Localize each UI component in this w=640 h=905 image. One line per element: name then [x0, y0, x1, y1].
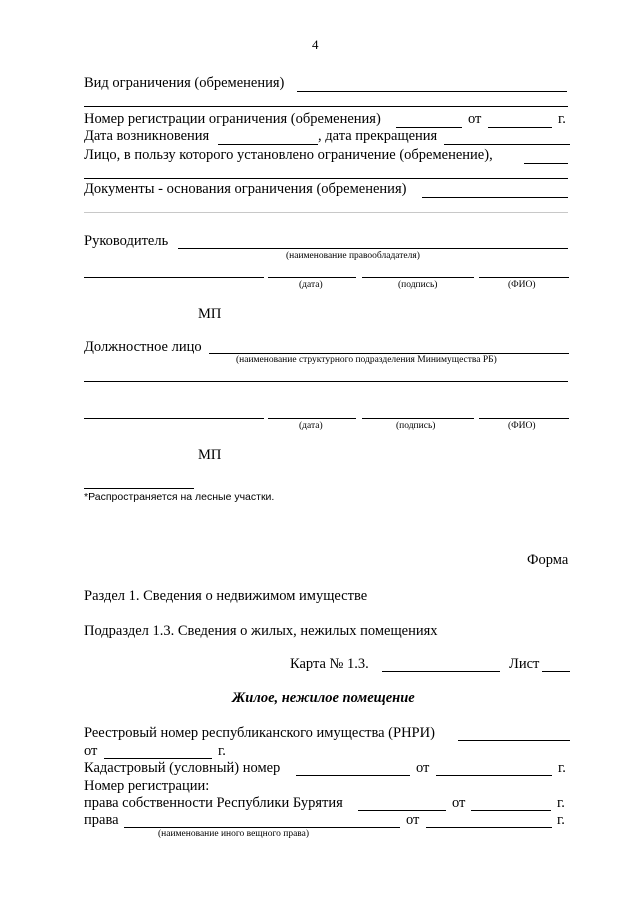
reg-date-field[interactable] — [488, 127, 552, 128]
official-fio-hint: (ФИО) — [508, 421, 536, 431]
reg-number-label: Номер регистрации ограничения (обременения) — [84, 111, 381, 127]
division-hint: (наименование структурного подразделения Минимущества РБ) — [236, 355, 497, 365]
documents-label: Документы - основания ограничения (обременения) — [84, 181, 407, 197]
ownership-label: права собственности Республики Бурятия — [84, 795, 343, 811]
right-hint: (наименование иного вещного права) — [158, 829, 310, 839]
rightholder-field[interactable] — [178, 248, 568, 249]
documents-field-2[interactable] — [84, 212, 568, 213]
footnote: *Распространяется на лесные участки. — [84, 491, 275, 503]
cadastral-date-field[interactable] — [436, 775, 552, 776]
right-label: права — [84, 812, 119, 828]
head-date-hint: (дата) — [299, 280, 323, 290]
page-number: 4 — [312, 37, 319, 52]
head-stamp: МП — [198, 306, 222, 322]
official-signature-hint: (подпись) — [396, 421, 436, 431]
official-signature-field[interactable] — [362, 418, 474, 419]
ownership-date-field[interactable] — [471, 810, 551, 811]
ownership-year-suffix: г. — [557, 795, 565, 811]
beneficiary-field[interactable] — [524, 163, 568, 164]
cadastral-year-suffix: г. — [558, 760, 566, 776]
section-title: Раздел 1. Сведения о недвижимом имуществе — [84, 588, 368, 604]
form-heading: Жилое, нежилое помещение — [232, 690, 415, 706]
cadastral-label: Кадастровый (условный) номер — [84, 760, 281, 776]
right-date-field[interactable] — [426, 827, 552, 828]
subsection-title: Подраздел 1.3. Сведения о жилых, нежилых помещениях — [84, 623, 438, 639]
head-label: Руководитель — [84, 233, 169, 249]
ownership-from: от — [452, 795, 466, 811]
encumbrance-type-field[interactable] — [297, 91, 567, 92]
start-date-label: Дата возникновения — [84, 128, 210, 144]
head-date-field[interactable] — [268, 277, 356, 278]
reg-number-from: от — [468, 111, 482, 127]
footnote-rule — [84, 488, 194, 489]
official-label: Должностное лицо — [84, 339, 202, 355]
head-fio-field[interactable] — [479, 277, 569, 278]
end-date-label: , дата прекращения — [318, 128, 438, 144]
registry-date-field[interactable] — [104, 758, 212, 759]
encumbrance-type-field-2[interactable] — [84, 106, 568, 107]
right-year-suffix: г. — [557, 812, 565, 828]
rightholder-hint: (наименование правообладателя) — [286, 251, 420, 261]
head-signature-field[interactable] — [362, 277, 474, 278]
official-extra-field[interactable] — [84, 418, 264, 419]
division-field[interactable] — [209, 353, 569, 354]
right-name-field[interactable] — [124, 827, 400, 828]
card-label: Карта № 1.3. — [290, 656, 369, 672]
ownership-field[interactable] — [358, 810, 446, 811]
cadastral-field[interactable] — [296, 775, 410, 776]
reg-year-suffix: г. — [558, 111, 566, 127]
official-stamp: МП — [198, 447, 222, 463]
head-extra-field[interactable] — [84, 277, 264, 278]
registry-field[interactable] — [458, 740, 570, 741]
head-fio-hint: (ФИО) — [508, 280, 536, 290]
division-field-2[interactable] — [84, 381, 568, 382]
registry-from: от — [84, 743, 98, 759]
encumbrance-type-label: Вид ограничения (обременения) — [84, 75, 285, 91]
official-date-field[interactable] — [268, 418, 356, 419]
official-fio-field[interactable] — [479, 418, 569, 419]
cadastral-from: от — [416, 760, 430, 776]
documents-field[interactable] — [422, 197, 568, 198]
registry-label: Реестровый номер республиканского имущества (РНРИ) — [84, 725, 435, 741]
official-date-hint: (дата) — [299, 421, 323, 431]
end-date-field[interactable] — [444, 144, 570, 145]
registry-year-suffix: г. — [218, 743, 226, 759]
registration-label: Номер регистрации: — [84, 778, 210, 794]
sheet-label: Лист — [509, 656, 540, 672]
card-number-field[interactable] — [382, 671, 500, 672]
start-date-field[interactable] — [218, 144, 318, 145]
beneficiary-label: Лицо, в пользу которого установлено ограничение (обременение), — [84, 147, 493, 163]
head-signature-hint: (подпись) — [398, 280, 438, 290]
form-label: Форма — [527, 552, 569, 568]
sheet-number-field[interactable] — [542, 671, 570, 672]
right-from: от — [406, 812, 420, 828]
beneficiary-field-2[interactable] — [84, 178, 568, 179]
